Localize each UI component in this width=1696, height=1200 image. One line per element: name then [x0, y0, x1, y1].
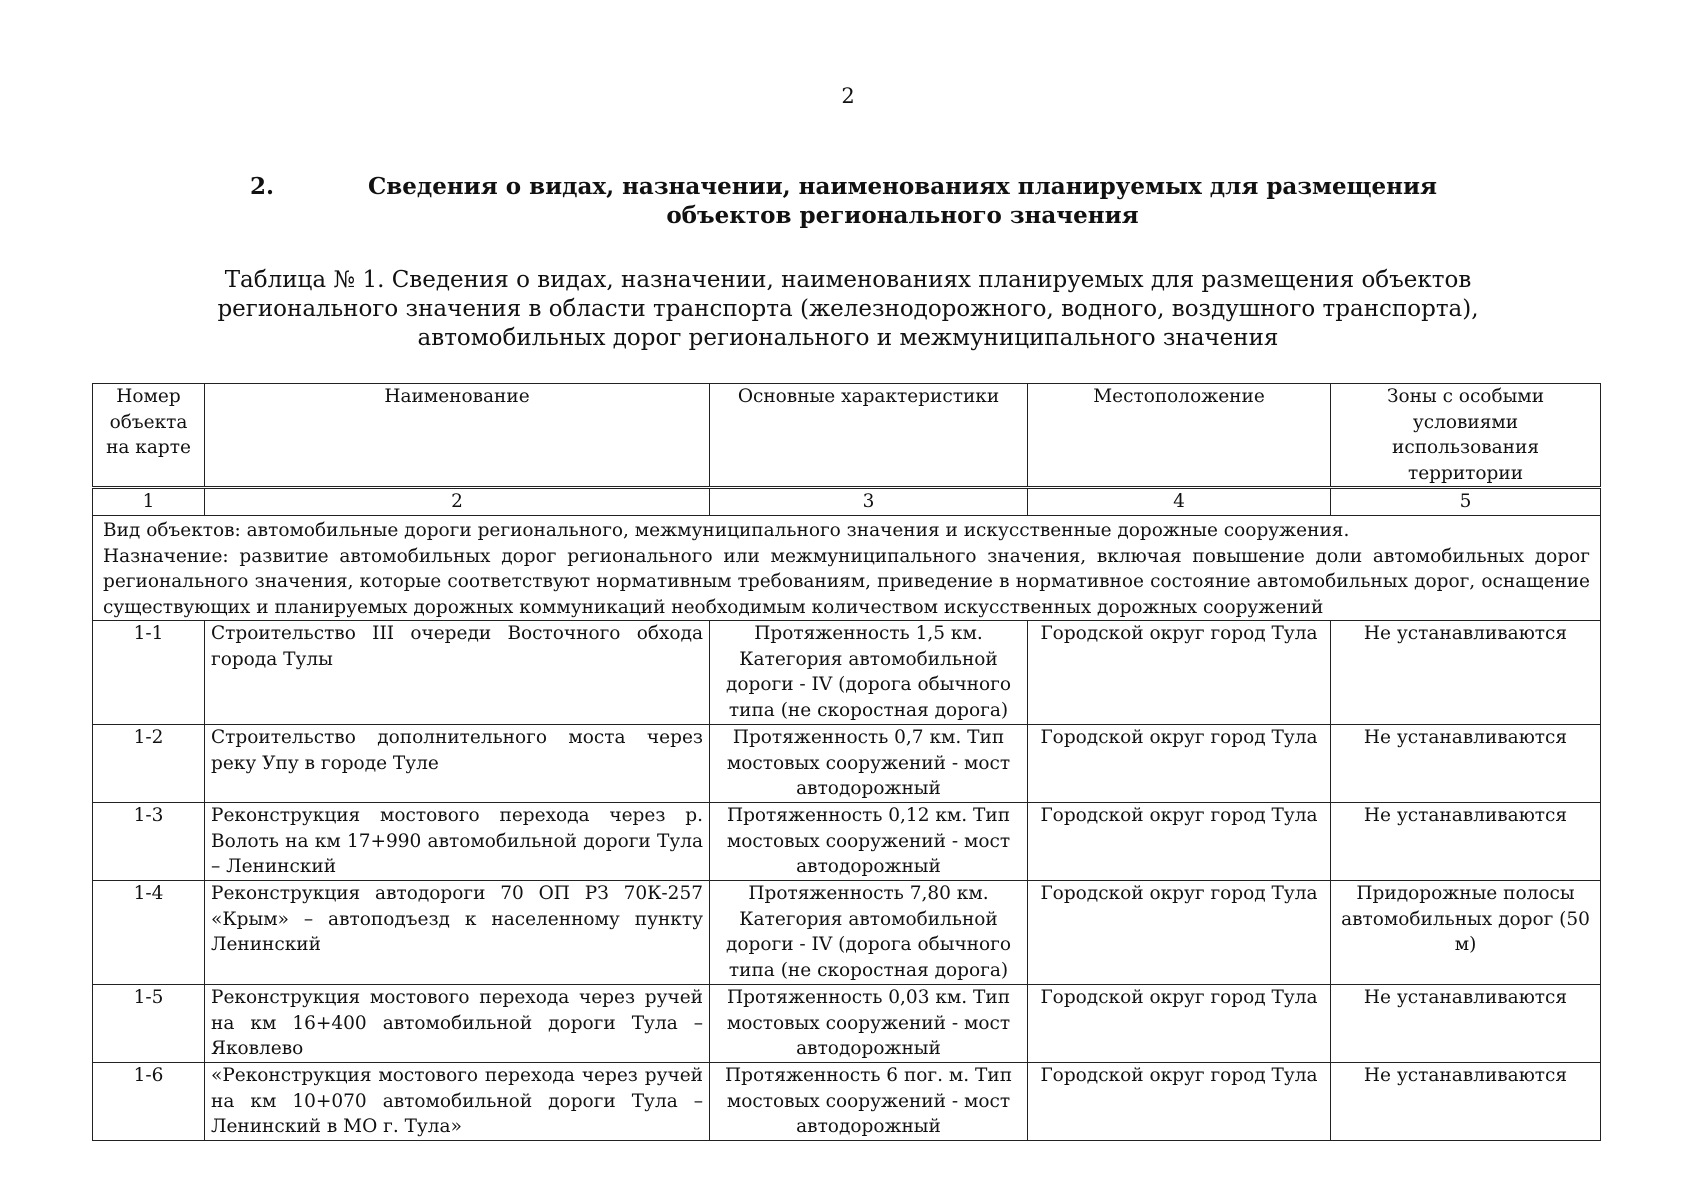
row-name: «Реконструкция мостового перехода через ручей на км 10+070 автомобильной дороги Тула – Ленинский в МО г. Тула»: [205, 1063, 710, 1141]
row-characteristics: Протяженность 0,7 км. Тип мостовых сооружений - мост автодорожный: [710, 725, 1028, 803]
row-number: 1-1: [93, 621, 205, 725]
row-number: 1-3: [93, 803, 205, 881]
column-number: 4: [1028, 488, 1331, 516]
object-purpose-text: Назначение: развитие автомобильных дорог регионального или межмуниципального значения, включая повышение доли автомобильных дорог регионального значения, которые соответствуют нормативным требованиям, приведение в нормативное состояние автомобильных дорог, оснащение существующих и планируемых дорожных коммуникаций необходимым количеством искусственных дорожных сооружений: [103, 545, 1590, 618]
page-number: 2: [841, 84, 855, 108]
objects-table: [92, 383, 1601, 1141]
row-characteristics: Протяженность 0,12 км. Тип мостовых сооружений - мост автодорожный: [710, 803, 1028, 881]
object-kind-text: Вид объектов: автомобильные дороги регионального, межмуниципального значения и искусственные дорожные сооружения.: [103, 520, 1350, 541]
row-name: Реконструкция мостового перехода через ручей на км 16+400 автомобильной дороги Тула – Яковлево: [205, 985, 710, 1063]
column-number: 3: [710, 488, 1028, 516]
section-number: 2.: [250, 173, 275, 200]
object-kind-row: [93, 516, 1601, 621]
section-heading: [250, 172, 1480, 230]
row-location: Городской округ город Тула: [1028, 985, 1331, 1063]
row-location: Городской округ город Тула: [1028, 803, 1331, 881]
table-row: [93, 881, 1601, 985]
row-zones: Не устанавливаются: [1331, 803, 1601, 881]
header-zones: Зоны с особыми условиями использования территории: [1331, 384, 1601, 488]
row-zones: Не устанавливаются: [1331, 725, 1601, 803]
table-row: [93, 985, 1601, 1063]
row-characteristics: Протяженность 6 пог. м. Тип мостовых сооружений - мост автодорожный: [710, 1063, 1028, 1141]
table-row: [93, 621, 1601, 725]
row-name: Строительство дополнительного моста через реку Упу в городе Туле: [205, 725, 710, 803]
section-title: Сведения о видах, назначении, наименованиях планируемых для размещения объектов регионального значения: [367, 173, 1438, 229]
table-row: [93, 725, 1601, 803]
row-characteristics: Протяженность 1,5 км. Категория автомобильной дороги - IV (дорога обычного типа (не скоростная дорога): [710, 621, 1028, 725]
table-header-row: [93, 384, 1601, 488]
row-zones: Не устанавливаются: [1331, 1063, 1601, 1141]
row-name: Реконструкция автодороги 70 ОП РЗ 70К-257 «Крым» – автоподъезд к населенному пункту Ленинский: [205, 881, 710, 985]
row-name: Реконструкция мостового перехода через р. Волоть на км 17+990 автомобильной дороги Тула – Ленинский: [205, 803, 710, 881]
object-kind-cell: [93, 516, 1601, 621]
column-number: 5: [1331, 488, 1601, 516]
row-number: 1-5: [93, 985, 205, 1063]
table-row: [93, 803, 1601, 881]
table-caption: Таблица № 1. Сведения о видах, назначении, наименованиях планируемых для размещения объектов регионального значения в области транспорта (железнодорожного, водного, воздушного транспорта), автомобильных дорог регионального и межмуниципального значения: [217, 267, 1479, 351]
row-name: Строительство III очереди Восточного обхода города Тулы: [205, 621, 710, 725]
row-location: Городской округ город Тула: [1028, 621, 1331, 725]
row-location: Городской округ город Тула: [1028, 725, 1331, 803]
row-number: 1-6: [93, 1063, 205, 1141]
header-number: Номер объекта на карте: [93, 384, 205, 488]
column-number-row: [93, 488, 1601, 516]
header-name: Наименование: [205, 384, 710, 488]
column-number: 1: [93, 488, 205, 516]
row-number: 1-4: [93, 881, 205, 985]
row-location: Городской округ город Тула: [1028, 1063, 1331, 1141]
row-characteristics: Протяженность 0,03 км. Тип мостовых сооружений - мост автодорожный: [710, 985, 1028, 1063]
header-location: Местоположение: [1028, 384, 1331, 488]
column-number: 2: [205, 488, 710, 516]
row-zones: Не устанавливаются: [1331, 985, 1601, 1063]
header-characteristics: Основные характеристики: [710, 384, 1028, 488]
table-row: [93, 1063, 1601, 1141]
row-location: Городской округ город Тула: [1028, 881, 1331, 985]
row-zones: Придорожные полосы автомобильных дорог (50 м): [1331, 881, 1601, 985]
row-number: 1-2: [93, 725, 205, 803]
row-characteristics: Протяженность 7,80 км. Категория автомобильной дороги - IV (дорога обычного типа (не скоростная дорога): [710, 881, 1028, 985]
row-zones: Не устанавливаются: [1331, 621, 1601, 725]
